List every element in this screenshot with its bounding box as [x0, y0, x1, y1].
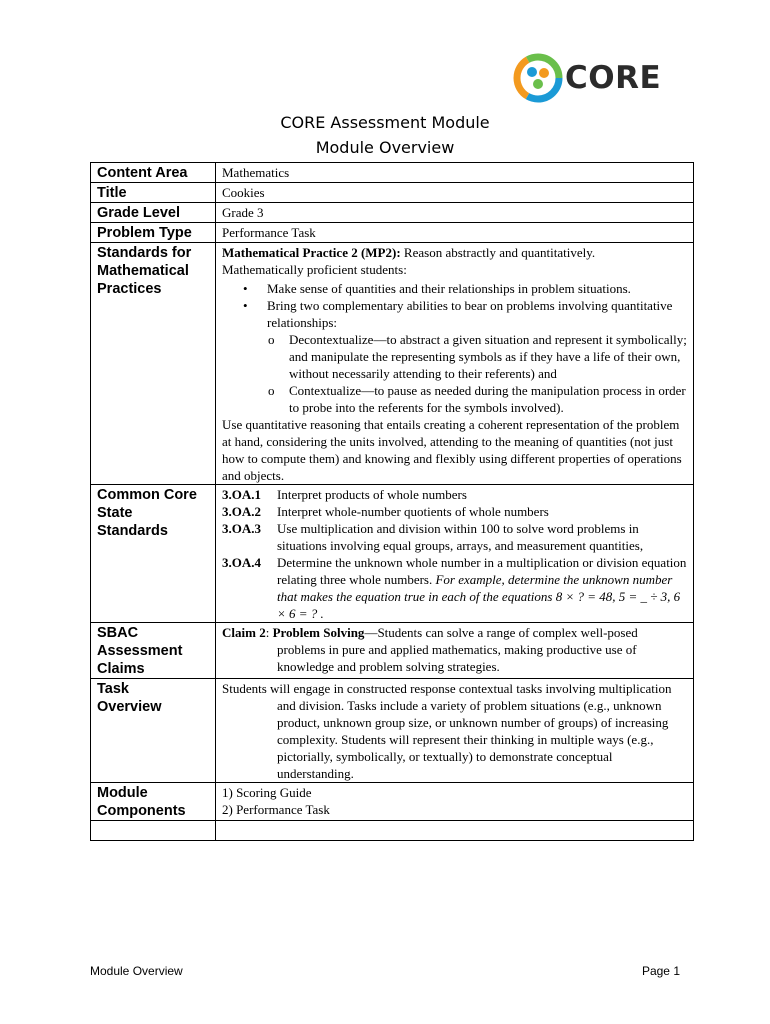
label-grade-level: Grade Level: [91, 203, 216, 223]
sub-list-item: [222, 382, 687, 416]
claim-separator: :: [265, 625, 273, 640]
claim-bold: Problem Solving: [272, 625, 365, 640]
claim-body: —Students can solve a range of complex well-posed problems in pure and applied mathematics, making productive use of knowledge and problem solving strategies.: [277, 625, 638, 674]
value-task: [216, 679, 694, 783]
claim-text: [222, 624, 687, 675]
label-line: Module: [97, 785, 148, 801]
row-title: [91, 183, 694, 203]
empty-cell: [216, 821, 694, 841]
label-line: Components: [97, 803, 186, 819]
row-task: [91, 679, 694, 783]
row-empty: [91, 821, 694, 841]
label-components: [91, 783, 216, 821]
standard-text: Use multiplication and division within 100 to solve word problems in situations involving equal groups, arrays, and measurement quantities,: [277, 521, 644, 553]
list-item: [222, 297, 687, 331]
row-components: [91, 783, 694, 821]
list-item: 2) Performance Task: [222, 802, 330, 817]
bullet-mark: •: [243, 281, 248, 296]
label-problem-type: Problem Type: [91, 223, 216, 243]
sub-bullet-mark: o: [268, 332, 275, 347]
practice-lead: [222, 244, 687, 261]
label-title: Title: [91, 183, 216, 203]
value-components: [216, 783, 694, 821]
label-line: State: [97, 505, 133, 521]
row-practices: [91, 243, 694, 485]
standard-code: 3.OA.3: [222, 521, 261, 536]
value-title: Cookies: [216, 183, 694, 203]
value-common-core: [216, 485, 694, 623]
standard-item: [222, 554, 687, 622]
standard-item: [222, 503, 687, 520]
practice-closing: Use quantitative reasoning that entails creating a coherent representation of the problem at hand, considering the units involved, attending to the meaning of quantities (not just how to compute them) and knowing and flexibly using different properties of operations and objects.: [222, 417, 682, 483]
page-subtitle: Module Overview: [315, 138, 455, 157]
value-practices: [216, 243, 694, 485]
label-line: Standards: [97, 523, 168, 539]
sub-bullet-text: Decontextualize—to abstract a given situation and represent it symbolically; and manipulate the representing symbols as if they have a life of their own, without necessarily attending to their referents) and: [289, 332, 687, 381]
row-content-area: [91, 163, 694, 183]
logo-text: CORE: [565, 60, 662, 96]
practice-intro: Mathematically proficient students:: [222, 262, 407, 277]
sub-list-item: [222, 331, 687, 382]
label-line: Mathematical: [97, 263, 189, 279]
label-content-area: Content Area: [91, 163, 216, 183]
standard-text: Interpret whole-number quotients of whole numbers: [277, 504, 549, 519]
bullet-text: Bring two complementary abilities to bear on problems involving quantitative relationships:: [267, 298, 673, 330]
label-line: Claims: [97, 661, 145, 677]
label-line: Assessment: [97, 643, 183, 659]
label-sbac: [91, 623, 216, 679]
empty-cell: [91, 821, 216, 841]
standard-item: [222, 520, 687, 554]
footer-left: Module Overview: [90, 964, 183, 978]
list-item: [222, 280, 687, 297]
label-line: Standards for: [97, 245, 192, 261]
standard-example: For example, determine the unknown number that makes the equation true in each of the equations 8 × ? = 48, 5 = _ ÷ 3, 6 × 6 = ? .: [277, 572, 681, 621]
label-task: [91, 679, 216, 783]
label-practices: [91, 243, 216, 485]
bullet-mark: •: [243, 298, 248, 313]
row-common-core: [91, 485, 694, 623]
list-item: 1) Scoring Guide: [222, 785, 312, 800]
label-line: Overview: [97, 699, 162, 715]
practice-lead-bold: Mathematical Practice 2 (MP2):: [222, 245, 401, 260]
value-content-area: Mathematics: [216, 163, 694, 183]
standard-code: 3.OA.2: [222, 504, 261, 519]
practice-lead-text: Reason abstractly and quantitatively.: [400, 245, 596, 260]
standard-item: [222, 486, 687, 503]
label-line: SBAC: [97, 625, 139, 641]
sub-bullet-text: Contextualize—to pause as needed during the manipulation process in order to probe into the referents for the symbols involved).: [289, 383, 686, 415]
page-title: CORE Assessment Module: [280, 113, 490, 132]
standard-code: 3.OA.1: [222, 487, 261, 502]
label-common-core: [91, 485, 216, 623]
row-grade-level: [91, 203, 694, 223]
footer-page-number: Page 1: [641, 964, 680, 978]
value-grade-level: Grade 3: [216, 203, 694, 223]
sub-bullet-mark: o: [268, 383, 275, 398]
standard-code: 3.OA.4: [222, 555, 261, 570]
row-problem-type: [91, 223, 694, 243]
overview-table: [90, 162, 694, 841]
label-line: Task: [97, 681, 129, 697]
label-line: Common Core: [97, 487, 197, 503]
value-sbac: [216, 623, 694, 679]
claim-label: Claim 2: [222, 625, 266, 640]
value-problem-type: Performance Task: [216, 223, 694, 243]
bullet-text: Make sense of quantities and their relationships in problem situations.: [267, 281, 631, 296]
core-logo-icon: [513, 53, 563, 103]
row-sbac: [91, 623, 694, 679]
core-logo: [513, 53, 683, 103]
label-line: Practices: [97, 281, 162, 297]
standard-text: Determine the unknown whole number in a multiplication or division equation relating three whole numbers.: [277, 555, 687, 587]
standard-text: Interpret products of whole numbers: [277, 487, 467, 502]
task-text: Students will engage in constructed response contextual tasks involving multiplication and division. Tasks include a variety of problem situations (e.g., unknown product, unknown group size, or unknown number of groups) of increasing complexity. Students will represent their thinking in multiple ways (e.g., pictorially, symbolically, or textually) to demonstrate conceptual understanding.: [222, 681, 672, 781]
